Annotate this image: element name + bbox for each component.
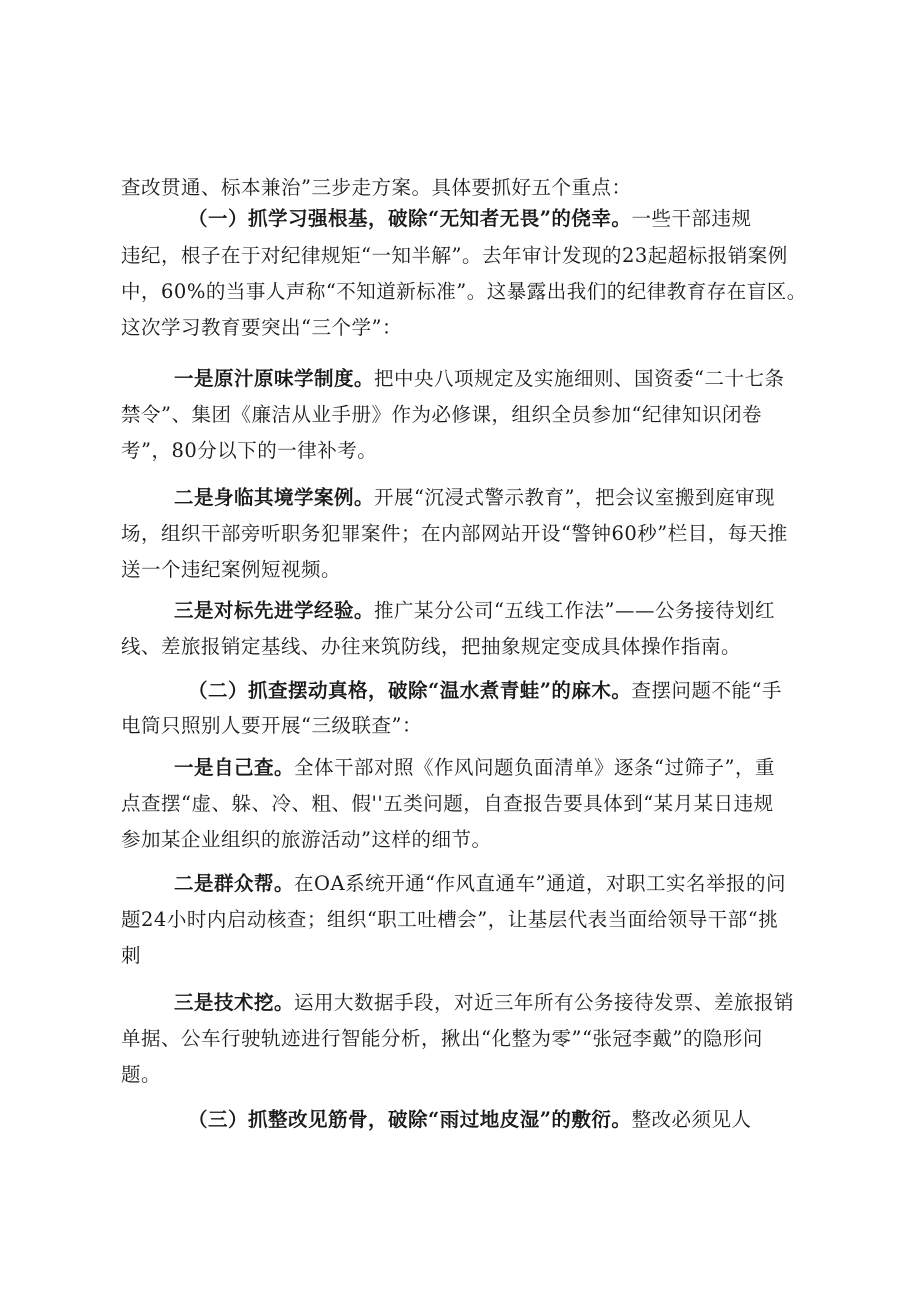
text-run: 运用大数据手段，对近三年所有公务接待发票、差旅报销 (294, 991, 795, 1014)
paragraph-line (121, 243, 788, 269)
paragraph-line (174, 598, 775, 624)
paragraph-line (174, 990, 794, 1016)
section-heading: （一）抓学习强根基，破除“无知者无畏”的侥幸。 (188, 207, 632, 230)
text-run: 电筒只照别人要开展“三级联查”： (121, 714, 422, 737)
text-run: 违纪，根子在于对纪律规矩“一知半解”。去年审计发现的23起超标报销案例 (121, 244, 788, 267)
paragraph-line (121, 521, 788, 547)
subheading: 三是技术挖。 (174, 991, 295, 1014)
text-run: 考”，80分以下的一律补考。 (121, 439, 378, 462)
paragraph-line (121, 1062, 161, 1088)
text-run: 点查摆“虚、躲、冷、粗、假''五类问题，自查报告要具体到“某月某日违规 (121, 792, 774, 815)
text-run: 这次学习教育要突出“三个学”： (121, 316, 402, 339)
text-run: 题24小时内启动核查；组织“职工吐槽会”，让基层代表当面给领导干部“挑 (121, 908, 779, 931)
paragraph-line (121, 402, 762, 428)
section-heading: （三）抓整改见筋骨，破除“雨过地皮湿”的敷衍。 (188, 1108, 632, 1131)
text-run: 整改必须见人 (631, 1108, 752, 1131)
subheading: 二是身临其境学案例。 (174, 486, 375, 509)
paragraph-line (188, 678, 782, 704)
paragraph-line (174, 366, 785, 392)
paragraph-line (174, 871, 786, 897)
text-run: 查改贯通、标本兼治”三步走方案。具体要抓好五个重点： (121, 176, 632, 199)
text-run: 推广某分公司“五线工作法”——公务接待划红 (374, 599, 775, 622)
paragraph-line (121, 438, 377, 464)
subheading: 一是自己查。 (174, 756, 295, 779)
subheading: 二是群众帮。 (174, 872, 295, 895)
paragraph-line (188, 206, 751, 232)
text-run: 开展“沉浸式警示教育”，把会议室搬到庭审现 (374, 486, 775, 509)
text-run: 禁令”、集团《廉洁从业手册》作为必修课，组织全员参加“纪律知识闭卷 (121, 403, 762, 426)
text-run: 刺 (121, 944, 142, 967)
section-heading: （二）抓查摆动真格，破除“温水煮青蛙”的麻木。 (188, 679, 632, 702)
paragraph-line (121, 713, 422, 739)
text-run: 送一个违纪案例短视频。 (121, 558, 342, 581)
text-run: 线、差旅报销定基线、办往来筑防线，把抽象规定变成具体操作指南。 (121, 635, 742, 658)
text-run: 参加某企业组织的旅游活动”这样的细节。 (121, 828, 492, 851)
paragraph-line (121, 557, 341, 583)
subheading: 一是原汁原味学制度。 (174, 367, 375, 390)
paragraph-line (121, 279, 807, 305)
paragraph-line (121, 175, 631, 201)
paragraph-line (121, 827, 491, 853)
text-run: 一些干部违规 (631, 207, 752, 230)
paragraph-line (121, 634, 741, 660)
text-run: 查摆问题不能“手 (631, 679, 782, 702)
subheading: 三是对标先进学经验。 (174, 599, 375, 622)
paragraph-line (121, 943, 141, 969)
text-run: 题。 (121, 1063, 162, 1086)
paragraph-line (188, 1107, 751, 1133)
text-run: 全体干部对照《作风问题负面清单》逐条“过筛子”，重 (294, 756, 775, 779)
paragraph-line (121, 315, 402, 341)
paragraph-line (121, 791, 774, 817)
text-run: 场，组织干部旁听职务犯罪案件；在内部网站开设“警钟60秒”栏目，每天推 (121, 522, 788, 545)
text-run: 在OA系统开通“作风直通车”通道，对职工实名举报的问 (294, 872, 787, 895)
paragraph-line (121, 1026, 763, 1052)
paragraph-line (121, 907, 778, 933)
text-run: 中，60%的当事人声称“不知道新标准”。这暴露出我们的纪律教育存在盲区。 (121, 280, 807, 303)
paragraph-line (174, 755, 775, 781)
text-run: 把中央八项规定及实施细则、国资委“二十七条 (374, 367, 785, 390)
paragraph-line (174, 485, 775, 511)
text-run: 单据、公车行驶轨迹进行智能分析，揪出“化整为零”“张冠李戴”的隐形问 (121, 1027, 763, 1050)
